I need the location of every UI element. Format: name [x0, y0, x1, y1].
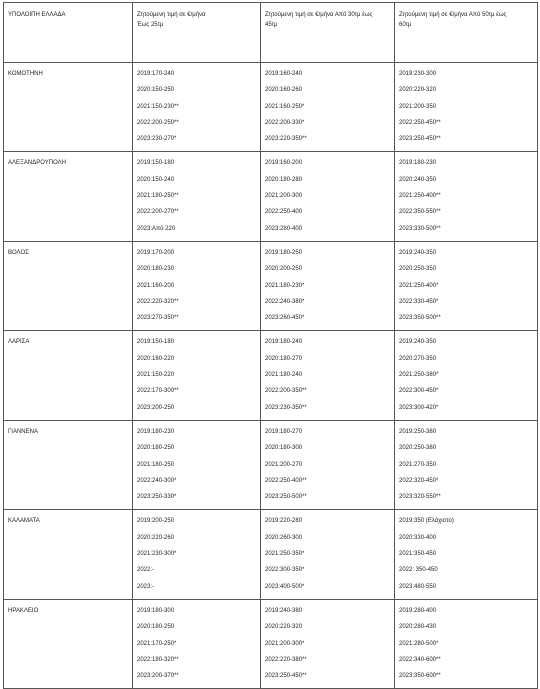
price-cell [133, 510, 261, 599]
price-entry: 2021:150-230** [137, 103, 179, 110]
price-entry: 2020:180-230 [137, 266, 175, 273]
city-cell [4, 152, 133, 241]
price-entry: 2023:250-330* [137, 494, 177, 501]
price-entry: 2021:250-380* [399, 372, 439, 379]
header-cell-region [4, 3, 133, 63]
price-entry: 2020:180-250 [137, 445, 175, 452]
price-entry: 2023:270-350** [137, 315, 179, 322]
price-entry: 2021:350-450 [399, 551, 437, 558]
price-entry: 2022:200-330* [265, 119, 305, 126]
price-entry: 2023:- [137, 583, 155, 590]
price-entry: 2023:400-500* [265, 583, 305, 590]
price-entry: 2021:180-240 [265, 372, 303, 379]
city-name: ΛΑΡΙΣΑ [8, 339, 30, 346]
price-entry: 2020:330-400 [399, 534, 437, 541]
price-cell [261, 152, 395, 241]
price-entry: 2020:280-430 [399, 624, 437, 631]
header-line: 60τμ [399, 22, 412, 28]
price-entry: 2022:200-350** [265, 388, 307, 395]
city-cell [4, 510, 133, 599]
price-entry: 2021:250-350* [265, 551, 305, 558]
price-entry: 2019:180-240 [265, 339, 303, 346]
header-cell-50-to-60 [395, 3, 538, 63]
price-entry: 2019:240-350 [399, 249, 437, 256]
price-entry: 2022:250-450** [399, 119, 441, 126]
price-entry: 2020:220-320 [399, 87, 437, 94]
header-cell-30-to-45 [261, 3, 395, 63]
price-entry: 2021:180-230* [265, 282, 305, 289]
price-entry: 2023:230-350** [265, 404, 307, 411]
price-entry: 2023:480-550 [399, 583, 437, 590]
price-cell [261, 510, 395, 599]
price-entry: 2021:160-250* [265, 103, 305, 110]
price-entry: 2022:200-270** [137, 209, 179, 216]
price-entry: 2022:240-380* [265, 298, 305, 305]
price-entry: 2021:150-220 [137, 372, 175, 379]
price-cell [395, 599, 538, 688]
price-entry: 2021:200-300 [265, 193, 303, 200]
price-entry: 2020:180-280 [265, 176, 303, 183]
header-line: Έως 25τμ [137, 22, 164, 28]
price-cell [261, 599, 395, 688]
price-entry: 2023:230-270* [137, 136, 177, 143]
city-name: ΚΟΜΟΤΗΝΗ [8, 71, 43, 77]
price-entry: 2022:350-550** [399, 209, 441, 216]
city-cell [4, 63, 133, 152]
price-cell [395, 63, 538, 152]
price-entry: 2020:160-260 [265, 87, 303, 94]
price-entry: 2023:320-550** [399, 494, 441, 501]
city-name: ΗΡΑΚΛΕΙΟ [8, 607, 39, 614]
price-entry: 2023:250-450** [399, 136, 441, 143]
header-line: Ζητούμενη τιμή σε €/μήνα Από 50τμ έως [399, 12, 507, 18]
price-entry: 2019:180-230 [137, 428, 175, 435]
price-entry: 2019:250-380 [399, 428, 437, 435]
price-entry: 2019:240-350 [399, 339, 437, 346]
rent-table [3, 2, 538, 689]
price-cell [133, 241, 261, 330]
price-cell [261, 63, 395, 152]
price-entry: 2021:270-350 [399, 461, 437, 468]
city-cell [4, 420, 133, 509]
table-row [4, 63, 538, 152]
price-entry: 2019:180-270 [265, 428, 303, 435]
price-entry: 2022:180-320** [137, 656, 179, 663]
header-line: Ζητούμενη τιμή σε €/μήνα Από 30τμ έως [265, 12, 373, 18]
price-entry: 2023:260-450* [265, 315, 305, 322]
price-entry: 2022:250-400 [265, 209, 303, 216]
price-entry: 2019:200-250 [137, 518, 175, 525]
price-entry: 2023:330-500** [399, 225, 441, 232]
price-entry: 2023:220-350** [265, 136, 307, 143]
price-entry: 2020:160-220 [137, 355, 175, 362]
price-entry: 2022:170-300** [137, 388, 179, 395]
price-entry: 2021:280-500* [399, 640, 439, 647]
price-entry: 2022:300-450* [399, 388, 439, 395]
price-entry: 2022:320-450* [399, 477, 439, 484]
price-entry: 2021:180-250** [137, 193, 179, 200]
price-entry: 2020:270-350 [399, 355, 437, 362]
price-cell [133, 331, 261, 420]
price-entry: 2023:Από 220 [137, 225, 176, 232]
city-cell [4, 241, 133, 330]
price-cell [261, 241, 395, 330]
price-cell [133, 420, 261, 509]
table-row [4, 599, 538, 688]
price-entry: 2020:180-300 [265, 445, 303, 452]
price-entry: 2019:180-300 [137, 607, 175, 614]
price-entry: 2023:300-420* [399, 404, 439, 411]
price-entry: 2021:250-400* [399, 282, 439, 289]
price-entry: 2019:230-300 [399, 71, 437, 77]
city-name: ΒΟΛΟΣ [8, 249, 29, 256]
price-entry: 2022:300-350* [265, 567, 305, 574]
city-cell [4, 599, 133, 688]
price-cell [395, 420, 538, 509]
price-entry: 2023:200-250 [137, 404, 175, 411]
table-row [4, 420, 538, 509]
price-entry: 2020:150-250 [137, 87, 175, 94]
price-entry: 2023:350-500** [399, 315, 441, 322]
price-entry: 2020:220-320 [265, 624, 303, 631]
price-entry: 2020:150-240 [137, 176, 175, 183]
price-entry: 2021:200-300* [265, 640, 305, 647]
price-entry: 2021:200-350 [399, 103, 437, 110]
price-entry: 2020:250-380 [399, 445, 437, 452]
price-entry: 2019:150-180 [137, 339, 175, 346]
price-entry: 2020:220-260 [137, 534, 175, 541]
price-entry: 2019:160-200 [265, 160, 303, 167]
header-line: Ζητούμενη τιμή σε €/μήνα [137, 12, 206, 18]
price-cell [133, 152, 261, 241]
header-line: ΥΠΟΛΟΙΠΗ ΕΛΛΑΔΑ [8, 12, 66, 18]
price-cell [395, 510, 538, 599]
price-entry: 2021:180-250 [137, 461, 175, 468]
price-entry: 2019:240-380 [265, 607, 303, 614]
price-entry: 2022:- [137, 567, 155, 574]
price-entry: 2023:280-400 [265, 225, 303, 232]
price-entry: 2019:280-400 [399, 607, 437, 614]
price-entry: 2022:220-320** [137, 298, 179, 305]
price-entry: 2021:250-400** [399, 193, 441, 200]
price-cell [395, 152, 538, 241]
city-name: ΑΛΕΞΑΝΔΡΟΥΠΟΛΗ [8, 160, 66, 167]
price-entry: 2019:150-180 [137, 160, 175, 167]
price-entry: 2022: 350-450 [399, 567, 438, 574]
price-entry: 2020:180-250 [137, 624, 175, 631]
table-row [4, 241, 538, 330]
rent-table-body [4, 3, 538, 689]
city-name: ΚΑΛΑΜΑΤΑ [8, 518, 40, 525]
price-entry: 2021:170-250* [137, 640, 177, 647]
price-entry: 2022:200-250** [137, 119, 179, 126]
city-name: ΓΙΑΝΝΕΝΑ [8, 428, 38, 435]
price-cell [261, 420, 395, 509]
header-row [4, 3, 538, 63]
price-entry: 2019:180-230 [399, 160, 437, 167]
price-entry: 2019:170-240 [137, 71, 175, 77]
price-entry: 2022:330-450* [399, 298, 439, 305]
price-entry: 2021:200-270 [265, 461, 303, 468]
price-entry: 2020:240-350 [399, 176, 437, 183]
price-entry: 2021:160-200 [137, 282, 175, 289]
price-entry: 2023:250-500** [265, 494, 307, 501]
price-entry: 2019:350 (Ελάχιστο) [399, 518, 454, 525]
price-entry: 2020:180-270 [265, 355, 303, 362]
price-cell [395, 331, 538, 420]
price-entry: 2022:220-380** [265, 656, 307, 663]
price-entry: 2019:160-240 [265, 71, 303, 77]
price-cell [261, 331, 395, 420]
table-row [4, 152, 538, 241]
price-entry: 2019:170-200 [137, 249, 175, 256]
header-cell-up-to-25 [133, 3, 261, 63]
price-cell [133, 599, 261, 688]
price-entry: 2022:340-600** [399, 656, 441, 663]
price-entry: 2019:180-250 [265, 249, 303, 256]
price-entry: 2020:250-350 [399, 266, 437, 273]
price-entry: 2022:240-300* [137, 477, 177, 484]
city-cell [4, 331, 133, 420]
price-entry: 2021:230-300* [137, 551, 177, 558]
price-entry: 2020:200-250 [265, 266, 303, 273]
table-row [4, 331, 538, 420]
price-entry: 2022:250-400** [265, 477, 307, 484]
price-entry: 2023:200-370** [137, 673, 179, 680]
price-entry: 2023:250-450** [265, 673, 307, 680]
price-cell [133, 63, 261, 152]
price-entry: 2020:260-300 [265, 534, 303, 541]
price-entry: 2019:220-280 [265, 518, 303, 525]
price-entry: 2023:350-600** [399, 673, 441, 680]
price-cell [395, 241, 538, 330]
table-row [4, 510, 538, 599]
header-line: 45τμ [265, 22, 278, 28]
